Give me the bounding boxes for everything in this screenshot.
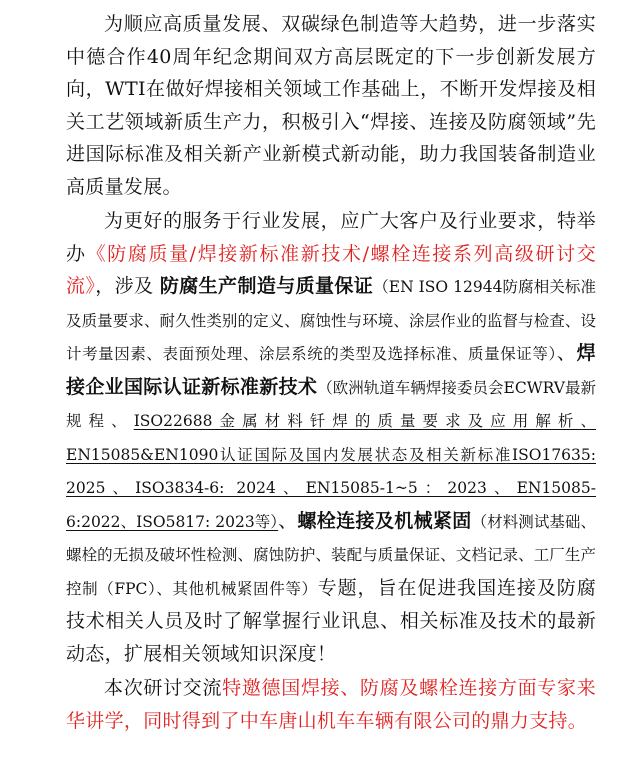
seminar-purpose-text: 专题，旨在促进我国连接及防腐技术相关人员及时了解掌握行业讯息、相关标准及技术的最新动态，扩展相关领域知识深度！: [66, 576, 596, 665]
experts-lead-text: 本次研讨交流: [104, 677, 223, 699]
topic-welding-details: （欧洲轨道车辆焊接委员会ECWRV最新规程、: [66, 378, 597, 430]
topic-welding-certification-heading: 焊接企业国际认证新标准新技术: [66, 342, 596, 398]
separator-comma: 、: [556, 342, 577, 364]
topic-bolting-heading: 螺栓连接及机械紧固: [297, 509, 472, 532]
seminar-title-red: 《防腐质量/焊接新标准新技术/螺栓连接系列高级研讨交流》: [66, 242, 596, 297]
separator-comma: 、: [278, 509, 298, 532]
experts-support-red: 特邀德国焊接、防腐及螺栓连接方面专家来华讲学，同时得到了中车唐山机车车辆有限公司的鼎力支持。: [66, 677, 596, 732]
paragraph-intro: 为顺应高质量发展、双碳绿色制造等大趋势，进一步落实中德合作40周年纪念期间双方高层既定的下一步创新发展方向，WTI在做好焊接相关领域工作基础上，不断开发焊接及相关工艺领域新质生产力，积极引入“焊接、连接及防腐领域”先进国际标准及相关新产业新模式新动能，助力我国装备制造业高质量发展。: [66, 13, 596, 198]
paragraph-seminar-topics: [66, 205, 596, 670]
seminar-lead-text: 为更好的服务于行业发展，应广大客户及行业要求，特举办: [66, 210, 596, 265]
paragraph-experts: [66, 672, 596, 737]
topic-anticorrosion-details: （EN ISO 12944防腐相关标准及质量要求、耐久性类别的定义、腐蚀性与环境、涂层作业的监督与检查、设计考量因素、表面预处理、涂层系统的类型及选择标准、质量保证等）: [66, 278, 596, 363]
topic-bolting-details: （材料测试基础、螺栓的无损及破坏性检测、腐蚀防护、装配与质量保证、文档记录、工厂生产控制（FPC）、其他机械紧固件等）: [66, 512, 596, 598]
topics-lead-text: ，涉及: [95, 275, 160, 297]
topic-welding-standards-underlined: ISO22688金属材料钎焊的质量要求及应用解析、EN15085&EN1090认证国际及国内发展状态及相关新标准ISO17635: 2025、ISO3834-6: 2024、EN15085-1~5：2023、EN15085-6:2022、ISO5817: 2023等）: [66, 412, 596, 531]
topic-anticorrosion-heading: 防腐生产制造与质量保证: [159, 275, 374, 297]
